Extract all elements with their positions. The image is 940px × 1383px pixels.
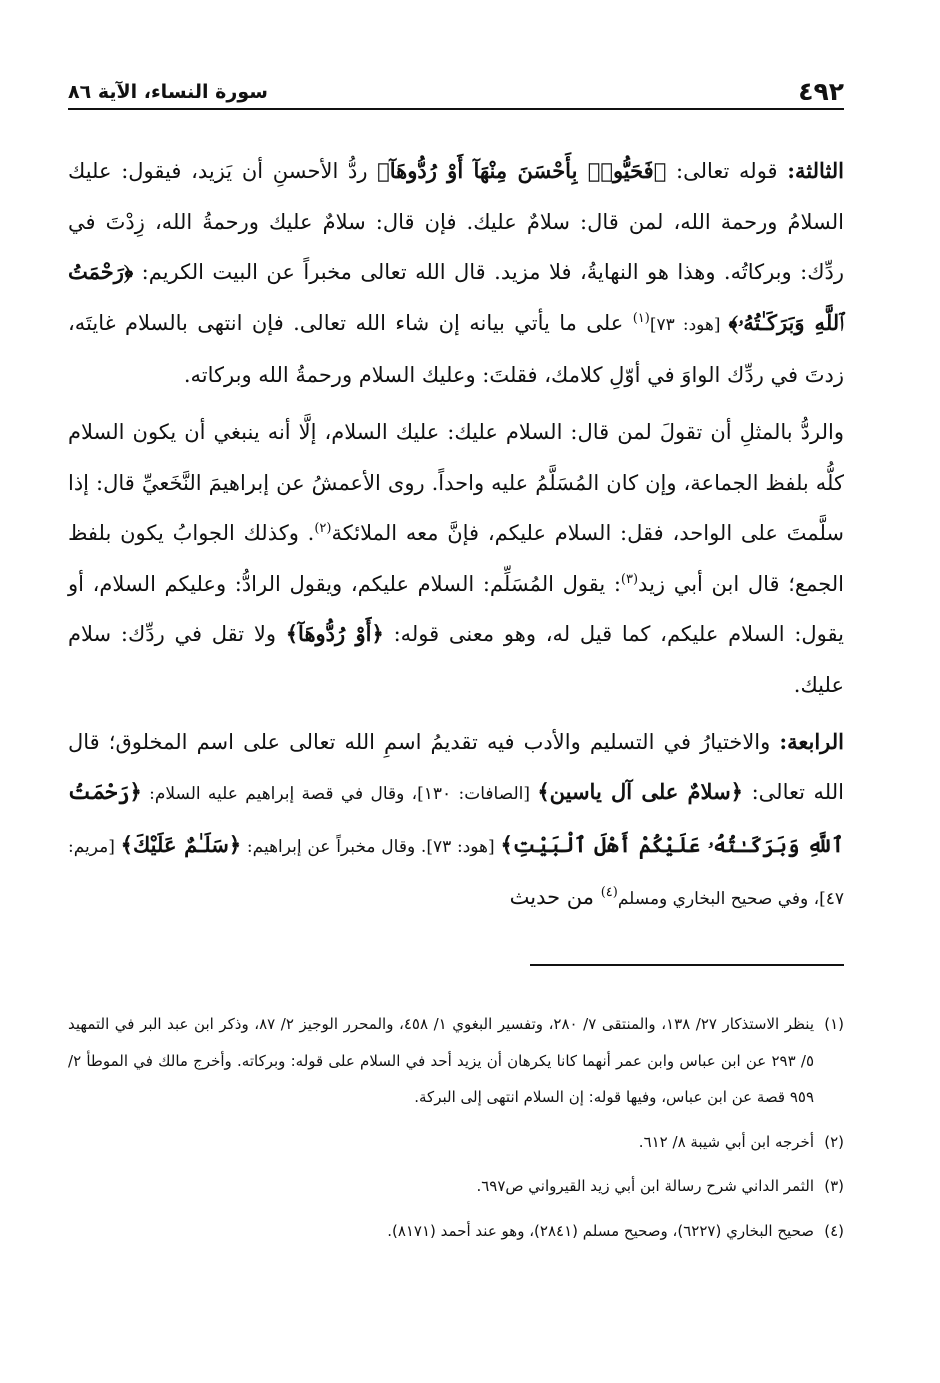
footnote-marker[interactable]: (١) (632, 310, 650, 326)
quran-verse: ﴿فَحَيُّوا۟ بِأَحْسَنَ مِنْهَآ أَوْ رُدُّوهَآ﴾ (377, 158, 667, 183)
quran-verse: ﴿سلامٌ على آل ياسين﴾ (537, 779, 743, 805)
footnote-number: (١) (824, 1015, 844, 1033)
verse-reference: [هود: ٧٣]. وقال مخبراً عن إبراهيم: (241, 836, 501, 857)
footnote-marker[interactable]: (٢) (314, 521, 332, 537)
running-title: سورة النساء، الآية ٨٦ (68, 81, 268, 103)
body-text (68, 146, 844, 925)
footnote-number: (٢) (824, 1132, 844, 1151)
quran-verse: ﴿أَوْ رُدُّوهَآ﴾ (285, 621, 384, 647)
paragraph-third (68, 146, 844, 401)
text-span: على ما يأتي بيانه إن شاء الله تعالى. فإن انتهى بالسلام غايتَه، زدتَ في ردِّك الواوَ في أوّلِ كلامك، فقلتَ: وعليك السلام ورحمةُ الله وبركاته. (68, 310, 844, 388)
paragraph-fourth (68, 717, 844, 925)
footnotes (68, 1006, 844, 1249)
footnote-separator (530, 964, 844, 966)
paragraph-reply (68, 407, 844, 711)
footnote-2 (68, 1124, 844, 1161)
footnote-marker[interactable]: (٣) (620, 571, 639, 587)
header-rule (68, 108, 844, 110)
quran-verse: ﴿سَلَـٰمٌ عَلَيْكَ﴾ (120, 831, 242, 857)
section-term: الثالثة: (787, 158, 845, 183)
footnote-text: صحيح البخاري (٦٢٢٧)، وصحيح مسلم (٢٨٤١)، وهو عند أحمد (٨١٧١). (387, 1221, 814, 1240)
verse-reference: [الصافات: ١٣٠]، وقال في قصة إبراهيم عليه السلام: (141, 784, 538, 805)
footnote-4 (68, 1213, 844, 1250)
verse-reference: [مريم: ٤٧]، وفي صحيح البخاري ومسلم (68, 836, 844, 910)
text-span: ولا تقل في ردِّك: سلام عليك. (68, 622, 844, 697)
text-span: ردُّ الأحسنِ أن يَزيد، فيقول: عليك السلامُ ورحمة الله، لمن قال: سلامٌ عليك. فإن قال: سلامٌ عليك ورحمةُ الله، زِدْتَ في ردِّك: وبركاتُه. وهذا هو النهايةُ، فلا مزيد. قال الله تعالى مخبراً عن البيت الكريم: (68, 159, 844, 285)
verse-reference: [هود: ٧٣] (649, 314, 729, 335)
page-header (68, 70, 844, 106)
text-span: والاختيارُ في التسليم والأدب فيه تقديمُ اسمِ الله تعالى على اسم المخلوق؛ قال الله تعالى: (68, 729, 844, 805)
footnote-text: الثمر الداني شرح رسالة ابن أبي زيد القيرواني ص٦٩٧. (476, 1177, 814, 1195)
footnote-3 (68, 1168, 844, 1205)
footnote-number: (٤) (824, 1221, 844, 1240)
book-page (68, 0, 844, 1383)
footnote-text: أخرجه ابن أبي شيبة ٨/ ٦١٢. (638, 1132, 814, 1151)
text-span: قوله تعالى: (666, 159, 788, 183)
text-span: . وكذلك الجوابُ يكون بلفظ الجمع؛ قال ابن أبي زيد (68, 521, 844, 596)
quran-verse: ﴿رَحْمَتُ ٱللَّهِ وَبَرَكَـٰتُهُۥ﴾ (68, 259, 844, 335)
footnote-marker[interactable]: (٤) (600, 885, 618, 901)
text-span: من حديث (509, 885, 601, 910)
footnote-number: (٣) (824, 1177, 844, 1195)
text-span: : يقول المُسَلِّم: السلام عليكم، ويقول الرادُّ: وعليكم السلام، أو يقول: السلام عليكم، كما قيل له، وهو معنى قوله: (68, 571, 844, 647)
page-number: ٤٩٢ (798, 77, 844, 106)
quran-verse: ﴿رَحْمَتُ ٱللَّهِ وَبَرَكَـٰتُهُۥ عَلَيْكُمْ أَهْلَ ٱلْبَيْتِ﴾ (68, 779, 844, 857)
footnote-1 (68, 1006, 844, 1116)
section-term: الرابعة: (779, 728, 844, 754)
footnote-text: ينظر الاستذكار ٢٧/ ١٣٨، والمنتقى ٧/ ٢٨٠، وتفسير البغوي ١/ ٤٥٨، والمحرر الوجيز ٢/ ٨٧، وذكر ابن عبد البر في التمهيد ٥/ ٢٩٣ عن ابن عباس وابن عمر أنهما كانا يكرهان أن يزيد أحد في السلام على قوله: وبركاته. وأخرج مالك في الموطأ ٢/ ٩٥٩ قصة عن ابن عباس، وفيها قوله: إن السلام انتهى إلى البركة. (68, 1015, 815, 1106)
text-span: والردُّ بالمثلِ أن تقولَ لمن قال: السلام عليك: عليك السلام، إلَّا أنه ينبغي أن يكون السلام كلُّه بلفظ الجماعة، وإن كان المُسَلَّمُ عليه واحداً. روى الأعمشُ عن إبراهيمَ النَّخَعيِّ قال: إذا سلَّمتَ على الواحد، فقل: السلام عليكم، فإنَّ معه الملائكة (68, 419, 844, 546)
